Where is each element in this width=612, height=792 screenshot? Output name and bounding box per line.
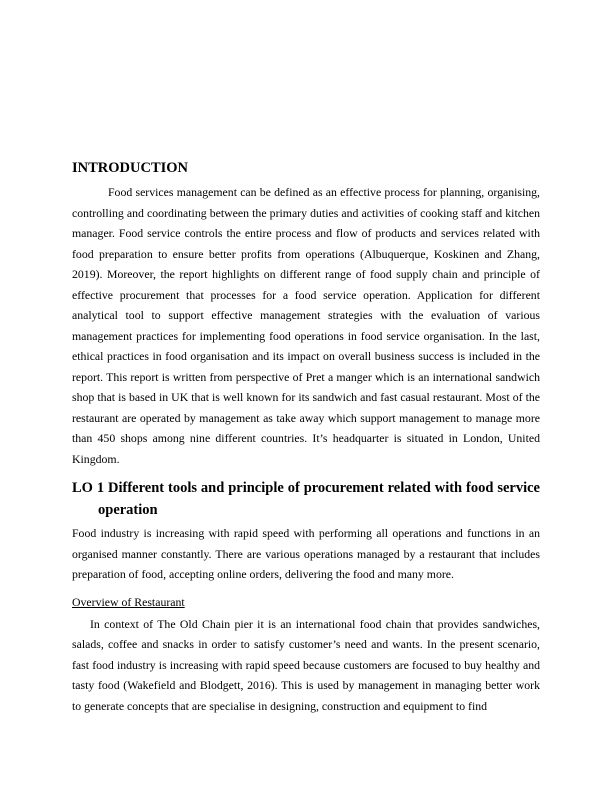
introduction-heading: INTRODUCTION bbox=[72, 160, 189, 176]
overview-heading-text: Overview of Restaurant bbox=[72, 594, 185, 609]
overview-paragraph: In context of The Old Chain pier it is an international food chain that provides sandwiches, salads, coffee and snacks in order to satisfy customer’s need and wants. In the present scenario, fast food industry is increasing with rapid speed because customers are focused to buy healthy and tasty food (Wakefield and Blodgett, 2016). This is used by management in managing better work to generate concepts that are specialise in designing, construction and equipment to find bbox=[72, 616, 540, 713]
lo1-heading: LO 1 Different tools and principle of procurement related with food service operation bbox=[72, 480, 540, 518]
introduction-paragraph: Food services management can be defined as an effective process for planning, organising, controlling and coordinating between the primary duties and activities of cooking staff and kitchen manager. Food service controls the entire process and flow of products and services related with food preparation to ensure better profits from operations (Albuquerque, Koskinen and Zhang, 2019). Moreover, the report highlights on different range of food supply chain and principle of effective procurement that processes for a food service operation. Application for different analytical tool to support effective management strategies with the evaluation of various management practices for implementing food operations in food service organisation. In the last, ethical practices in food organisation and its impact on overall business success is included in the report. This report is written from perspective of Pret a manger which is an international sandwich shop that is based in UK that is well known for its sandwich and fast casual restaurant. Most of the restaurant are operated by management as take away which support management to manage more than 450 shops among nine different countries. It’s headquarter is situated in London, United Kingdom. bbox=[72, 185, 540, 466]
overview-heading bbox=[72, 592, 540, 612]
document-page bbox=[72, 158, 540, 716]
lo1-paragraph: Food industry is increasing with rapid speed with performing all operations and functions in an organised manner constantly. There are various operations managed by a restaurant that includes preparation of food, accepting online orders, delivering the food and many more. bbox=[72, 526, 540, 581]
